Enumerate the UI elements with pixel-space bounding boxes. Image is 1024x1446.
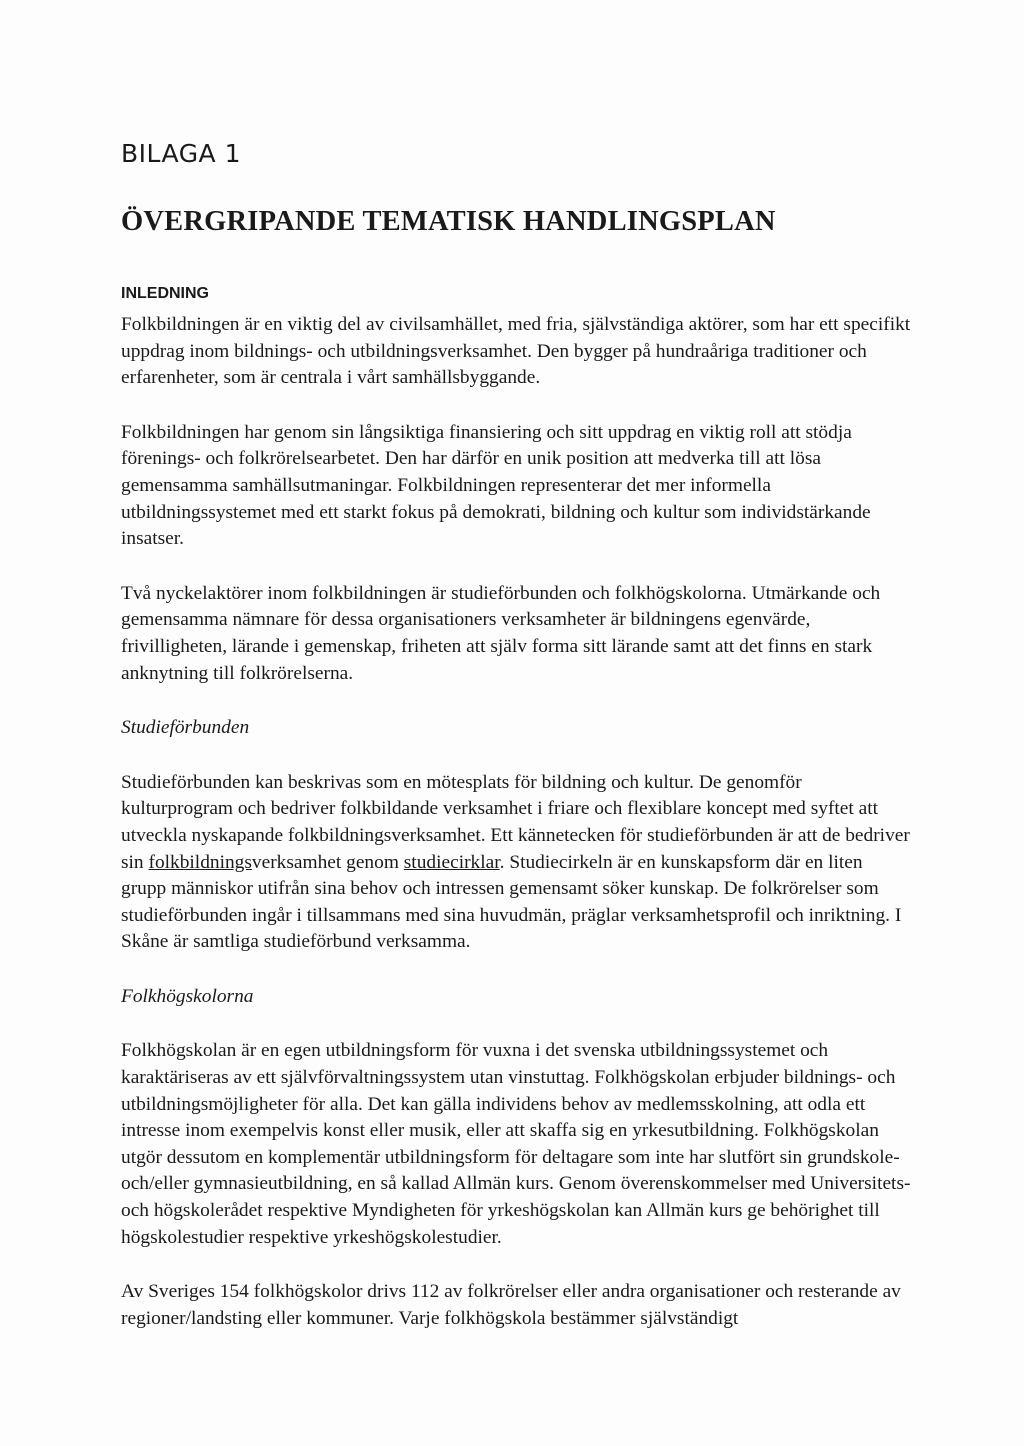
subheading-studieforbunden: Studieförbunden xyxy=(121,717,250,739)
paragraph-intro-1: Folkbildningen är en viktig del av civilsamhället, med fria, självständiga aktörer, som har ett specifikt uppdrag inom bildnings- och utbildningsverksamhet. Den bygger på hundraåriga traditioner och erfarenheter, som är centrala i vårt samhällsbyggande. xyxy=(121,314,911,389)
paragraph-text: . Studiecirkeln är en kunskapsform där en liten grupp människor utifrån sina behov och intressen gemensamt söker kunskap. De folkrörelser som studieförbunden ingår i tillsammans med sina huvudmän, präglar verksamhetsprofil och inriktning. I Skåne är samtliga studieförbund verksamma. xyxy=(121,851,902,953)
appendix-label: BILAGA 1 xyxy=(121,139,242,168)
paragraph-text: Studieförbunden kan beskrivas som en mötesplats för bildning och kultur. De genomför kulturprogram och bedriver folkbildande verksamhet i friare och flexiblare koncept med syftet att utveckla nyskapande folkbildningsverksamhet. Ett kännetecken för studieförbunden är att de bedriver sin xyxy=(121,771,910,873)
paragraph-intro-2: Folkbildningen har genom sin långsiktiga finansiering och sitt uppdrag en viktig roll att stödja förenings- och folkrörelsearbetet. Den har därför en unik position att medverka till att lösa gemensamma samhällsutmaningar. Folkbildningen representerar det mer informella utbildningssystemet med ett starkt fokus på demokrati, bildning och kultur som individstärkande insatser. xyxy=(121,421,871,550)
subheading-folkhogskolorna: Folkhögskolorna xyxy=(121,985,254,1007)
underlined-term-studiecirklar: studiecirklar xyxy=(403,851,500,873)
paragraph-text: verksamhet genom xyxy=(251,851,404,873)
underlined-term-folkbildnings: folkbildnings xyxy=(148,851,252,873)
document-body xyxy=(121,132,911,1360)
paragraph-intro-3: Två nyckelaktörer inom folkbildningen är studieförbunden och folkhögskolorna. Utmärkande och gemensamma nämnare för dessa organisationers verksamheter är bildningens egenvärde, frivilligheten, lärande i gemenskap, friheten att själv forma sitt lärande samt att det finns en stark anknytning till folkrörelserna. xyxy=(121,582,881,684)
paragraph-studieforbunden xyxy=(121,770,911,956)
paragraph-folkhogskolorna: Folkhögskolan är en egen utbildningsform för vuxna i det svenska utbildningssystemet och karaktäriseras av ett självförvaltningssystem utan vinstuttag. Folkhögskolan erbjuder bildnings- och utbildningsmöjligheter för alla. Det kan gälla individens behov av medlemsskolning, att odla ett intresse inom exempelvis konst eller musik, eller att skaffa sig en yrkesutbildning. Folkhögskolan utgör dessutom en komplementär utbildningsform för deltagare som inte har slutfört sin grundskole-och/eller gymnasieutbildning, en så kallad Allmän kurs. Genom överenskommelser med Universitets- och högskolerådet respektive Myndigheten för yrkeshögskolan kan Allmän kurs ge behörighet till högskolestudier respektive yrkeshögskolestudier. xyxy=(121,1040,911,1248)
paragraph-folkhogskolor-count: Av Sveriges 154 folkhögskolor drivs 112 av folkrörelser eller andra organisationer och resterande av regioner/landsting eller kommuner. Varje folkhögskola bestämmer självständigt xyxy=(121,1281,901,1329)
document-title: ÖVERGRIPANDE TEMATISK HANDLINGSPLAN xyxy=(121,206,776,237)
section-heading-inledning: INLEDNING xyxy=(121,285,209,302)
